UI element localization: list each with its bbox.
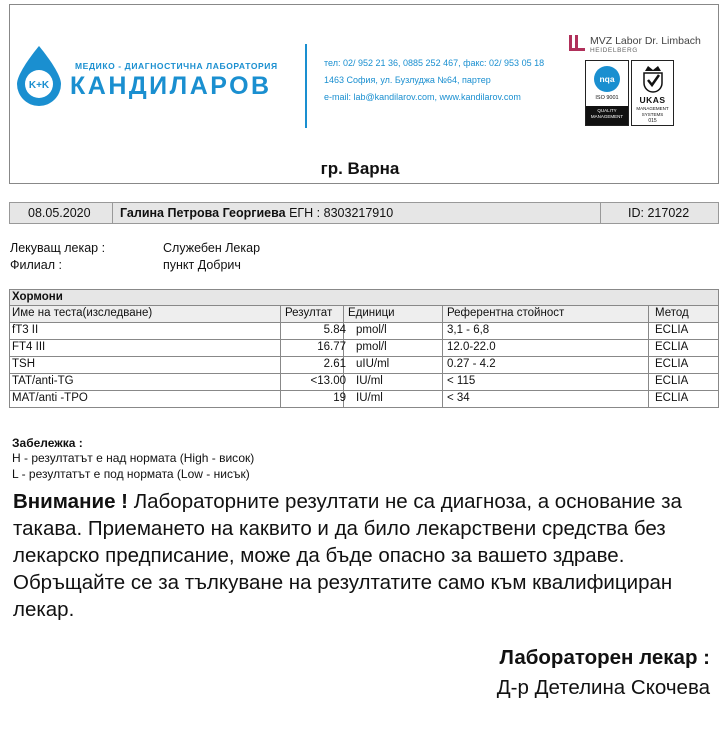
column-separator	[442, 357, 443, 373]
table-row	[9, 357, 719, 374]
note-low: L - резултатът е под нормата (Low - нисък)	[12, 467, 250, 481]
warning-label: Внимание !	[13, 490, 128, 513]
column-separator	[280, 391, 281, 407]
patient-egn-label: ЕГН :	[289, 206, 321, 220]
cell-result: 16.77	[317, 341, 346, 353]
partner-name: MVZ Labor Dr. Limbach	[590, 35, 701, 47]
lab-doctor-name: Д-р Детелина Скочева	[496, 676, 710, 699]
cell-test-name: TAT/anti-TG	[12, 375, 74, 387]
column-separator	[442, 340, 443, 356]
patient-identity	[120, 206, 393, 220]
cell-reference-range: < 115	[447, 375, 476, 387]
column-separator	[648, 306, 649, 322]
column-separator	[442, 374, 443, 390]
column-separator	[343, 306, 344, 322]
lab-subtitle: МЕДИКО - ДИАГНОСТИЧНА ЛАБОРАТОРИЯ	[75, 61, 278, 71]
cell-result: <13.00	[310, 375, 346, 387]
ukas-logo-text: UKAS	[639, 95, 666, 105]
limbach-logo-icon	[566, 35, 586, 51]
column-separator	[442, 391, 443, 407]
report-date: 08.05.2020	[28, 206, 91, 220]
doctor-label: Лекуващ лекар :	[10, 241, 106, 255]
table-row	[9, 340, 719, 357]
lab-contact-web: e-mail: lab@kandilarov.com, www.kandilarov.com	[324, 92, 521, 102]
section-title: Хормони	[12, 291, 63, 303]
svg-text:K+K: K+K	[28, 80, 50, 91]
note-title: Забележка :	[12, 436, 83, 450]
patient-id-value: 217022	[647, 206, 690, 220]
cell-units: IU/ml	[356, 375, 383, 387]
header-result: Резултат	[285, 307, 333, 319]
column-separator	[280, 340, 281, 356]
patient-egn: 8303217910	[323, 206, 394, 220]
cell-result: 2.61	[323, 358, 346, 370]
cell-test-name: MAT/anti -TPO	[12, 392, 88, 404]
cell-method: ECLIA	[655, 358, 689, 370]
column-separator	[648, 357, 649, 373]
cell-units: uIU/ml	[356, 358, 390, 370]
header-method: Метод	[655, 307, 689, 319]
cell-units: pmol/l	[356, 324, 387, 336]
table-row	[9, 323, 719, 340]
cell-test-name: FT4 III	[12, 341, 46, 353]
ukas-crown-check-icon	[642, 65, 664, 93]
cell-method: ECLIA	[655, 324, 689, 336]
column-separator	[280, 306, 281, 322]
lab-name: КАНДИЛАРОВ	[70, 72, 272, 100]
lab-logo-drop-icon	[14, 44, 64, 106]
column-separator	[280, 323, 281, 339]
cell-result: 19	[333, 392, 346, 404]
patient-id	[628, 206, 689, 220]
column-separator	[280, 357, 281, 373]
ukas-caption: MANAGEMENT SYSTEMS	[636, 106, 669, 117]
column-separator	[442, 306, 443, 322]
header-reference-range: Референтна стойност	[447, 307, 565, 319]
cell-method: ECLIA	[655, 375, 689, 387]
report-city: гр. Варна	[320, 159, 400, 178]
cell-units: pmol/l	[356, 341, 387, 353]
column-separator	[648, 374, 649, 390]
section-header	[9, 289, 719, 306]
ukas-certification-badge	[631, 60, 674, 126]
header-test-name: Име на теста(изследване)	[12, 307, 153, 319]
doctor-value: Служебен Лекар	[163, 241, 261, 255]
nqa-caption: QUALITY MANAGEMENT	[586, 106, 628, 125]
nqa-logo-icon: nqa	[594, 66, 620, 92]
patient-bar-divider	[600, 203, 601, 223]
table-header-row	[9, 306, 719, 323]
lab-contact-phone: тел: 02/ 952 21 36, 0885 252 467, факс: 02/ 953 05 18	[324, 58, 545, 68]
cell-reference-range: 0.27 - 4.2	[447, 358, 496, 370]
patient-bar	[9, 202, 719, 224]
branch-label: Филиал :	[10, 258, 62, 272]
ukas-number: 015	[648, 118, 657, 124]
patient-bar-divider	[112, 203, 113, 223]
cell-test-name: TSH	[12, 358, 35, 370]
lab-doctor-title: Лабораторен лекар :	[499, 646, 710, 669]
column-separator	[648, 391, 649, 407]
column-separator	[648, 340, 649, 356]
column-separator	[442, 323, 443, 339]
header-units: Единици	[348, 307, 395, 319]
nqa-certification-badge	[585, 60, 629, 126]
partner-city: HEIDELBERG	[590, 47, 638, 54]
patient-name: Галина Петрова Георгиева	[120, 206, 286, 220]
column-separator	[280, 374, 281, 390]
warning-paragraph	[13, 488, 713, 623]
cell-reference-range: 3,1 - 6,8	[447, 324, 490, 336]
cell-units: IU/ml	[356, 392, 383, 404]
header-divider	[305, 44, 307, 128]
note-high: H - резултатът е над нормата (High - висок)	[12, 451, 255, 465]
cell-method: ECLIA	[655, 392, 689, 404]
patient-id-label: ID:	[628, 206, 644, 220]
column-separator	[648, 323, 649, 339]
branch-value: пункт Добрич	[163, 258, 241, 272]
cell-reference-range: 12.0-22.0	[447, 341, 496, 353]
cell-result: 5.84	[323, 324, 346, 336]
cell-test-name: fT3 II	[12, 324, 39, 336]
lab-contact-address: 1463 София, ул. Бузлуджа №64, партер	[324, 75, 491, 85]
warning-text: Лабораторните резултати не са диагноза, а основание за такава. Приемането на каквито и да било лекарствени средства без лекарско предписание, може да бъде опасно за вашето здраве. Обръщайте се за тълкуване на резултатите само към квалифициран лекар.	[13, 490, 682, 621]
cell-reference-range: < 34	[447, 392, 470, 404]
nqa-iso-label: ISO 9001	[595, 95, 619, 101]
cell-method: ECLIA	[655, 341, 689, 353]
table-row	[9, 391, 719, 408]
table-row	[9, 374, 719, 391]
